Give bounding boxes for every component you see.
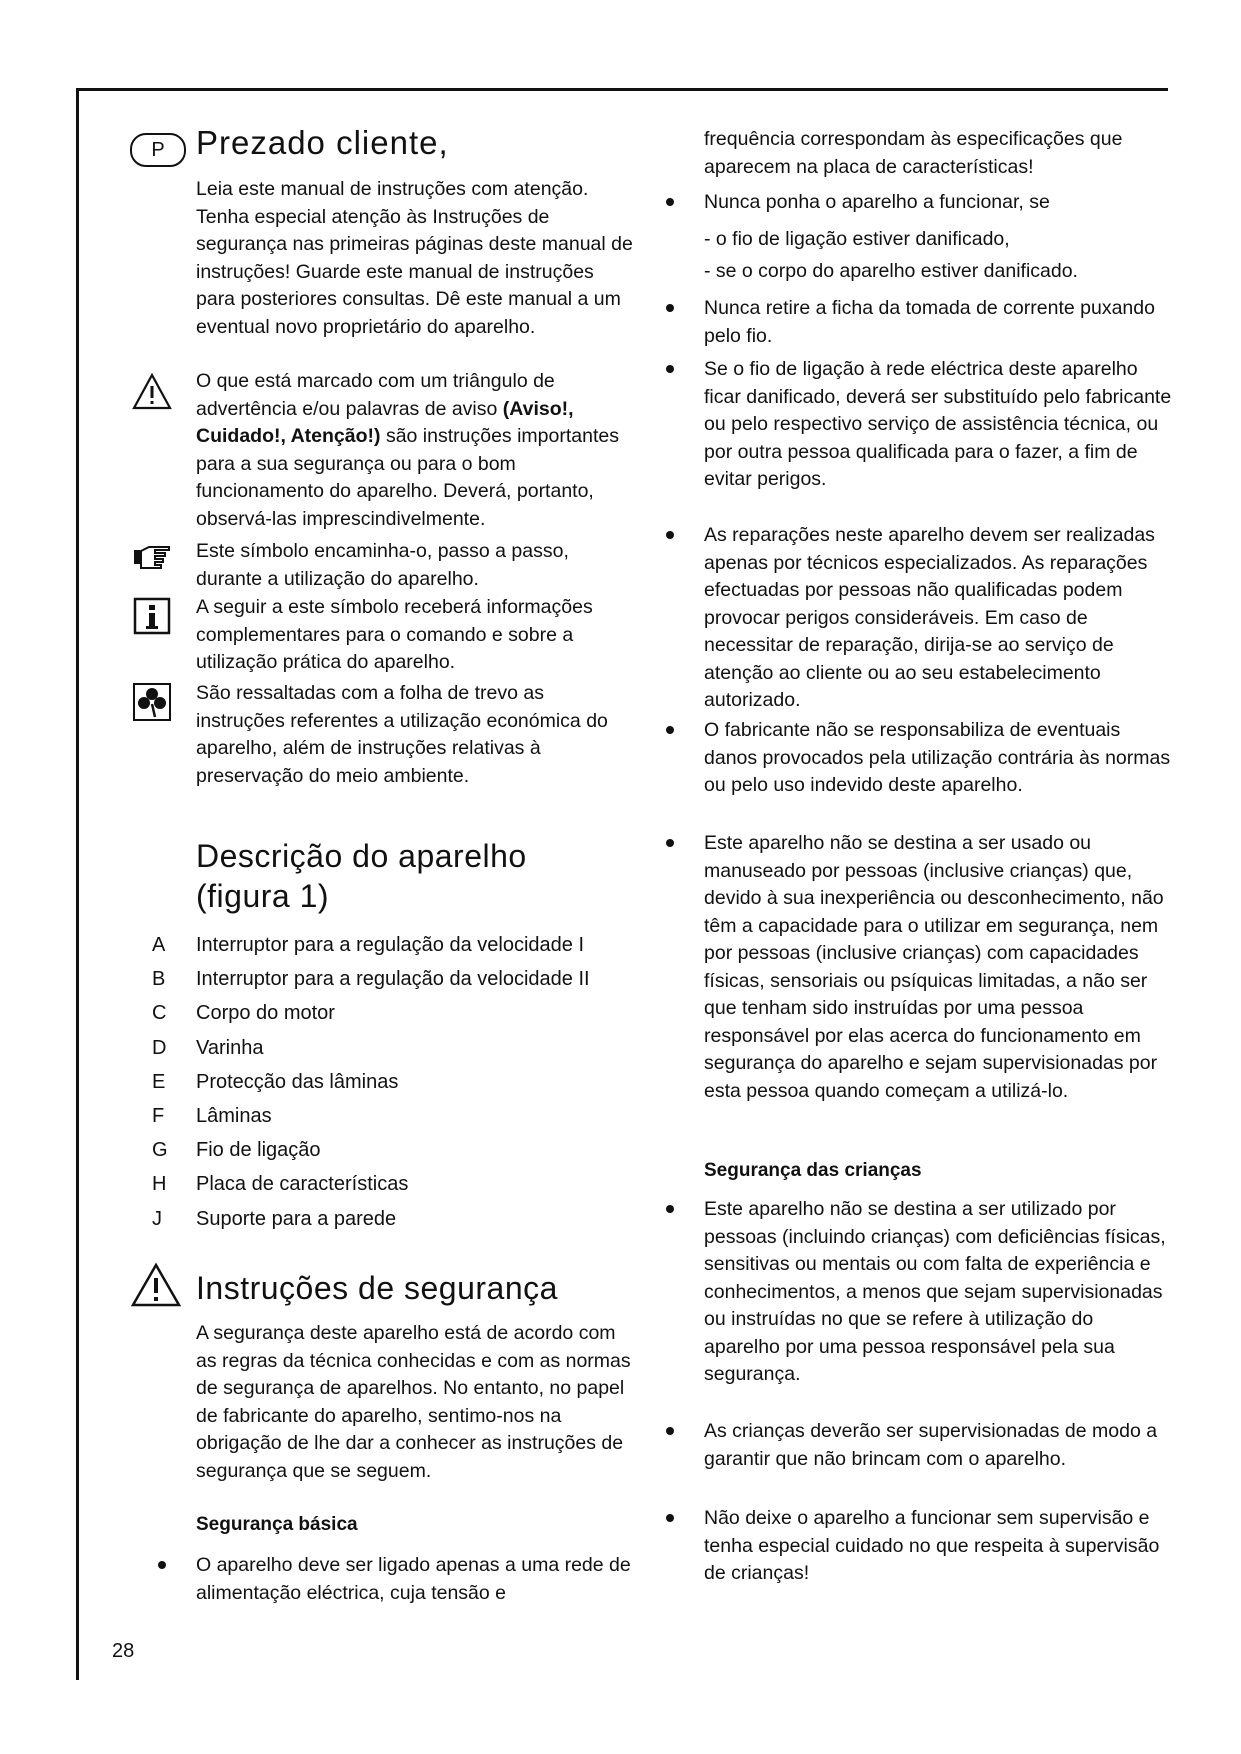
list-item: [152, 1167, 672, 1201]
safety-title: Instruções de segurança: [196, 1270, 558, 1306]
basic-safety-heading: Segurança básica: [196, 1514, 358, 1535]
language-badge: P: [130, 133, 186, 167]
children-safety-heading: Segurança das crianças: [704, 1160, 922, 1181]
pointing-hand-icon: [132, 540, 172, 570]
warning-triangle-icon: [130, 1262, 182, 1308]
manual-page: P Prezado cliente, Leia este manual de instruções com atenção. Tenha especial atenção às Instruções de segurança nas primeiras páginas deste manual de instruções! Guarde este manual de instruções para posteriores consultas. Dê este manual a um eventual novo proprietário do aparelho. O que está marcado com um triângulo de advertência e/ou palavras de aviso (Aviso!, Cuidado!, Atenção!) são instruções importantes para a sua segurança ou para o bom funcionamento do aparelho. Deverá, portanto, observá-las imprescindivelmente. Este símbolo encaminha-o, passo a passo, durante a utilização do aparelho. A seguir a este símbolo receberá informações complementares para o comando e sobre a utilização prática do aparelho. São ressaltadas com a folha de trevo as instruções referentes a utilização económica do aparelho, além de instruções relativas à preservação do meio ambiente. Descrição do aparelho (figura 1) A Interruptor para a regulação da velocidade I B Interruptor para a regulação da velocidade II C Corpo do motor D Varinha E Protecção das lâminas F Lâminas G Fio de ligação H Placa de características J Suporte para a parede Instruções de segurança A segurança deste aparelho está de acordo com as regras da técnica conhecidas e com as normas de segurança de aparelhos. No entanto, no papel de fabricante do aparelho, sentimo-nos na obrigação de lhe dar a conhecer as instruções de segurança que se seguem. Segurança básica O aparelho deve ser ligado apenas a uma rede de alimentação eléctrica, cuja tensão e 28 frequência correspondam às especificações que aparecem na placa de características! Nunca ponha o aparelho a funcionar, se - o fio de ligação estiver danificado, - se o corpo do aparelho estiver danificado. Nunca retire a ficha da tomada de corrente puxando pelo fio. Se o fio de ligação à rede eléctrica deste aparelho ficar danificado, deverá ser substituído pelo fabricante ou pelo respectivo serviço de assistência técnica, ou por outra pessoa qualificada para o fazer, a fim de evitar perigos. As reparações neste aparelho devem ser realizadas apenas por técnicos especializados. As reparações efectuadas por pessoas não qualificadas podem provocar perigos consideráveis. Em caso de necessitar de reparação, dirija-se ao serviço de atenção ao cliente ou ao seu estabelecimento autorizado. O fabricante não se responsabiliza de eventuais danos provocados pela utilização contrária às normas ou pelo uso indevido deste aparelho. Este aparelho não se destina a ser usado ou manuseado por pessoas (inclusive crianças) que, devido à sua inexperiência ou desconhecimento, não têm a capacidade para o utilizar em segurança, nem por pessoas (inclusive crianças) com capacidades físicas, sensoriais ou psíquicas limitadas, a não ser que tenham sido instruídas por uma pessoa responsável por elas acerca do funcionamento em segurança do aparelho e sejam supervisionadas por esta pessoa quando começam a utilizá-lo. Segurança das crianças Este aparelho não se destina a ser utilizado por pessoas (incluindo crianças) com deficiências físicas, sensitivas ou mentais ou com falta de experiência e conhecimentos, a menos que sejam supervisionadas ou instruídas no que se refere à utilização do aparelho por uma pessoa responsável pela sua segurança. As crianças deverão ser supervisionadas de modo a garantir que não brincam com o aparelho. Não deixe o aparelho a funcionar sem supervisão e tenha especial cuidado no que respeita à supervisão de crianças!: [0, 0, 1241, 1754]
part-letter: F: [152, 1104, 165, 1127]
part-description: Corpo do motor: [196, 1002, 335, 1025]
bullet-dot: [666, 1205, 674, 1213]
part-letter: D: [152, 1036, 167, 1059]
part-description: Varinha: [196, 1036, 264, 1059]
page-frame-left-rule: [76, 88, 79, 1680]
dash-item: - o fio de ligação estiver danificado,: [704, 228, 1010, 250]
dash-item: - se o corpo do aparelho estiver danificado.: [704, 260, 1078, 282]
part-description: Placa de características: [196, 1173, 409, 1196]
part-description: Lâminas: [196, 1104, 272, 1127]
page-frame-top-rule: [76, 88, 1168, 91]
part-letter: C: [152, 1002, 167, 1025]
bullet-dot: [158, 1561, 166, 1569]
warning-triangle-icon: [132, 372, 172, 412]
list-item: [152, 996, 672, 1030]
bullet-dot: [666, 1514, 674, 1522]
list-item: [152, 1202, 672, 1236]
greeting-title: Prezado cliente,: [196, 124, 449, 161]
info-icon: [132, 596, 172, 636]
part-description: Interruptor para a regulação da velocidade I: [196, 934, 585, 956]
parts-list: [152, 928, 672, 1236]
part-description: Fio de ligação: [196, 1139, 321, 1162]
list-item: [152, 1031, 672, 1065]
bullet-dot: [666, 198, 674, 206]
continuation-paragraph: frequência correspondam às especificações que aparecem na placa de características!: [704, 128, 1123, 178]
intro-paragraph: Leia este manual de instruções com atenção. Tenha especial atenção às Instruções de segurança nas primeiras páginas deste manual de instruções! Guarde este manual de instruções para posteriores consultas. Dê este manual a um eventual novo proprietário do aparelho.: [196, 178, 633, 338]
part-letter: E: [152, 1070, 166, 1093]
part-letter: H: [152, 1173, 167, 1196]
description-title: Descrição do aparelho (figura 1): [196, 838, 527, 914]
page-number: 28: [112, 1640, 135, 1662]
info-symbol-paragraph: A seguir a este símbolo receberá informações complementares para o comando e sobre a utilização prática do aparelho.: [196, 596, 593, 673]
bullet-dot: [666, 365, 674, 373]
bullet-dot: [666, 304, 674, 312]
part-letter: B: [152, 968, 166, 991]
part-letter: A: [152, 934, 166, 956]
safety-intro-paragraph: A segurança deste aparelho está de acordo com as regras da técnica conhecidas e com as normas de segurança de aparelhos. No entanto, no papel de fabricante do aparelho, sentimo-nos na obrigação de lhe dar a conhecer as instruções de segurança que se seguem.: [196, 1322, 631, 1482]
part-description: Interruptor para a regulação da velocidade II: [196, 968, 590, 991]
part-letter: J: [152, 1207, 162, 1230]
hand-symbol-paragraph: Este símbolo encaminha-o, passo a passo, durante a utilização do aparelho.: [196, 540, 569, 590]
part-description: Suporte para a parede: [196, 1207, 397, 1230]
list-item: [152, 1065, 672, 1099]
part-letter: G: [152, 1139, 168, 1162]
bullet-dot: [666, 839, 674, 847]
list-item: [152, 1133, 672, 1167]
list-item: [152, 928, 672, 962]
bullet-dot: [666, 1427, 674, 1435]
bullet-dot: [666, 531, 674, 539]
list-item: [152, 962, 672, 996]
bullet-dot: [666, 726, 674, 734]
warning-paragraph: O que está marcado com um triângulo de advertência e/ou palavras de aviso (Aviso!, Cuidado!, Atenção!) são instruções importantes para a sua segurança ou para o bom funcionamento do aparelho. Deverá, portanto, observá-las imprescindivelmente.: [196, 370, 619, 530]
clover-leaf-icon: [132, 682, 172, 722]
list-item: [152, 1099, 672, 1133]
clover-symbol-paragraph: São ressaltadas com a folha de trevo as instruções referentes a utilização económica do aparelho, além de instruções relativas à preservação do meio ambiente.: [196, 682, 608, 787]
part-description: Protecção das lâminas: [196, 1070, 399, 1093]
